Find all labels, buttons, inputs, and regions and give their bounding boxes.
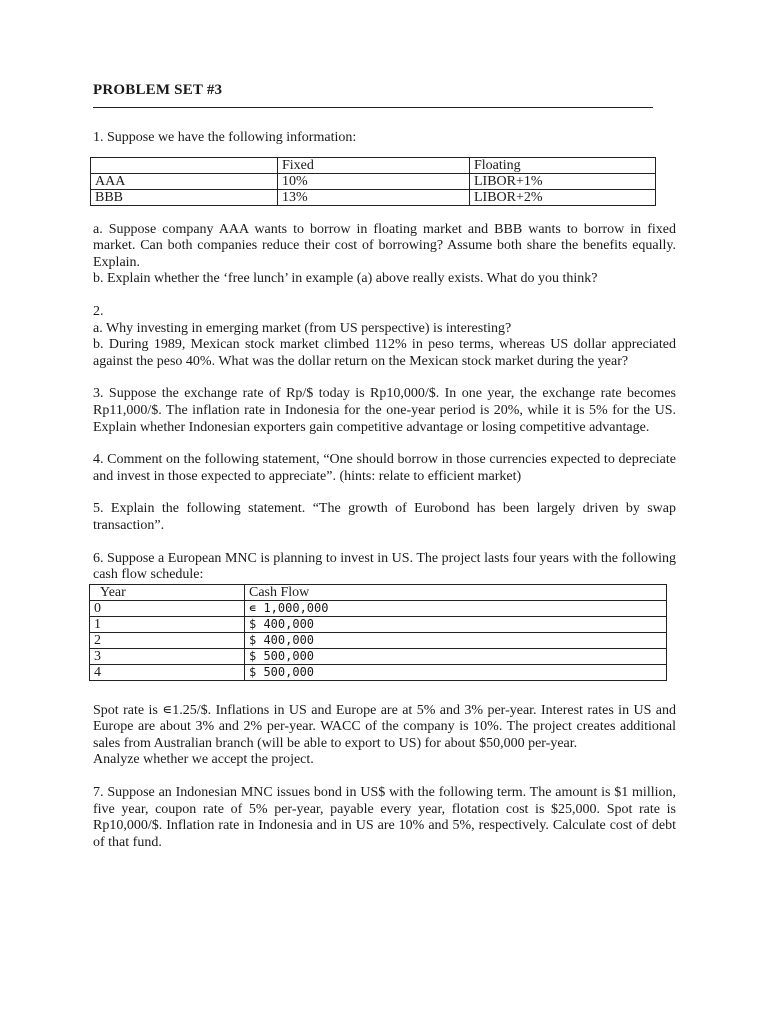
q6-question: Analyze whether we accept the project. xyxy=(93,752,314,768)
table-row xyxy=(91,189,656,205)
table-cell: Year xyxy=(90,584,245,600)
page-title: PROBLEM SET #3 xyxy=(93,82,223,98)
q2-number: 2. xyxy=(93,303,104,319)
q1-rate-table xyxy=(90,157,656,206)
table-cell: Floating xyxy=(470,157,656,173)
table-cell: 10% xyxy=(278,173,470,189)
table-header-row xyxy=(90,584,667,600)
table-cell: AAA xyxy=(91,173,278,189)
q7-text: 7. Suppose an Indonesian MNC issues bond in US$ with the following term. The amount is $1 million, five year, coupon rate of 5% per-year, payable every year, flotation cost is $25,000. Spot rate is Rp10,000/$. Inflation rate in Indonesia and in US are 10% and 5%, respectively. Calculate cost of debt of that fund. xyxy=(93,785,676,850)
table-cell: Cash Flow xyxy=(245,584,667,600)
q6-text: Spot rate is ∊1.25/$. Inflations in US and Europe are at 5% and 3% per-year. Interest rates in US and Europe are about 3% and 2% per-year. WACC of the company is 10%. The project creates additional sales from Australian branch (will be able to export to US) for about $50,000 per-year. xyxy=(93,702,676,751)
q5-text: 5. Explain the following statement. “The growth of Eurobond has been largely driven by swap transaction”. xyxy=(93,501,676,533)
table-cell: 0 xyxy=(90,600,245,616)
table-cell: $ 400,000 xyxy=(245,616,667,632)
table-row xyxy=(90,632,667,648)
q2-part-a: a. Why investing in emerging market (from US perspective) is interesting? xyxy=(93,320,512,336)
table-cell: 13% xyxy=(278,189,470,205)
table-row xyxy=(90,664,667,680)
table-cell: $ 400,000 xyxy=(245,632,667,648)
table-cell: 1 xyxy=(90,616,245,632)
document-page xyxy=(93,82,676,851)
q1-part-b: b. Explain whether the ‘free lunch’ in example (a) above really exists. What do you think? xyxy=(93,271,598,287)
table-row xyxy=(90,616,667,632)
q2-part-b: b. During 1989, Mexican stock market climbed 112% in peso terms, whereas US dollar appreciated against the peso 40%. What was the dollar return on the Mexican stock market during the year? xyxy=(93,337,676,369)
q4-text: 4. Comment on the following statement, “One should borrow in those currencies expected to depreciate and invest in those expected to appreciate”. (hints: relate to efficient market) xyxy=(93,452,676,484)
table-cell xyxy=(91,157,278,173)
table-cell: 2 xyxy=(90,632,245,648)
table-row xyxy=(91,173,656,189)
q6-cash-flow-table xyxy=(89,584,667,681)
q3-text: 3. Suppose the exchange rate of Rp/$ today is Rp10,000/$. In one year, the exchange rate becomes Rp11,000/$. The inflation rate in Indonesia for the one-year period is 20%, while it is 5% for the US. Explain whether Indonesian exporters gain competitive advantage or losing competitive advantage. xyxy=(93,386,676,435)
q1-part-a: a. Suppose company AAA wants to borrow in floating market and BBB wants to borrow in fixed market. Can both companies reduce their cost of borrowing? Assume both share the benefits equally. Explain. xyxy=(93,221,676,270)
table-cell: $ 500,000 xyxy=(245,648,667,664)
table-cell: 3 xyxy=(90,648,245,664)
table-cell: ∊ 1,000,000 xyxy=(245,600,667,616)
table-row xyxy=(90,600,667,616)
table-header-row xyxy=(91,157,656,173)
table-cell: LIBOR+1% xyxy=(470,173,656,189)
table-cell: $ 500,000 xyxy=(245,664,667,680)
table-cell: Fixed xyxy=(278,157,470,173)
q1-intro: 1. Suppose we have the following information: xyxy=(93,130,357,145)
table-cell: BBB xyxy=(91,189,278,205)
table-row xyxy=(90,648,667,664)
table-cell: 4 xyxy=(90,664,245,680)
table-cell: LIBOR+2% xyxy=(470,189,656,205)
q6-intro: 6. Suppose a European MNC is planning to invest in US. The project lasts four years with the following cash flow schedule: xyxy=(93,550,676,583)
